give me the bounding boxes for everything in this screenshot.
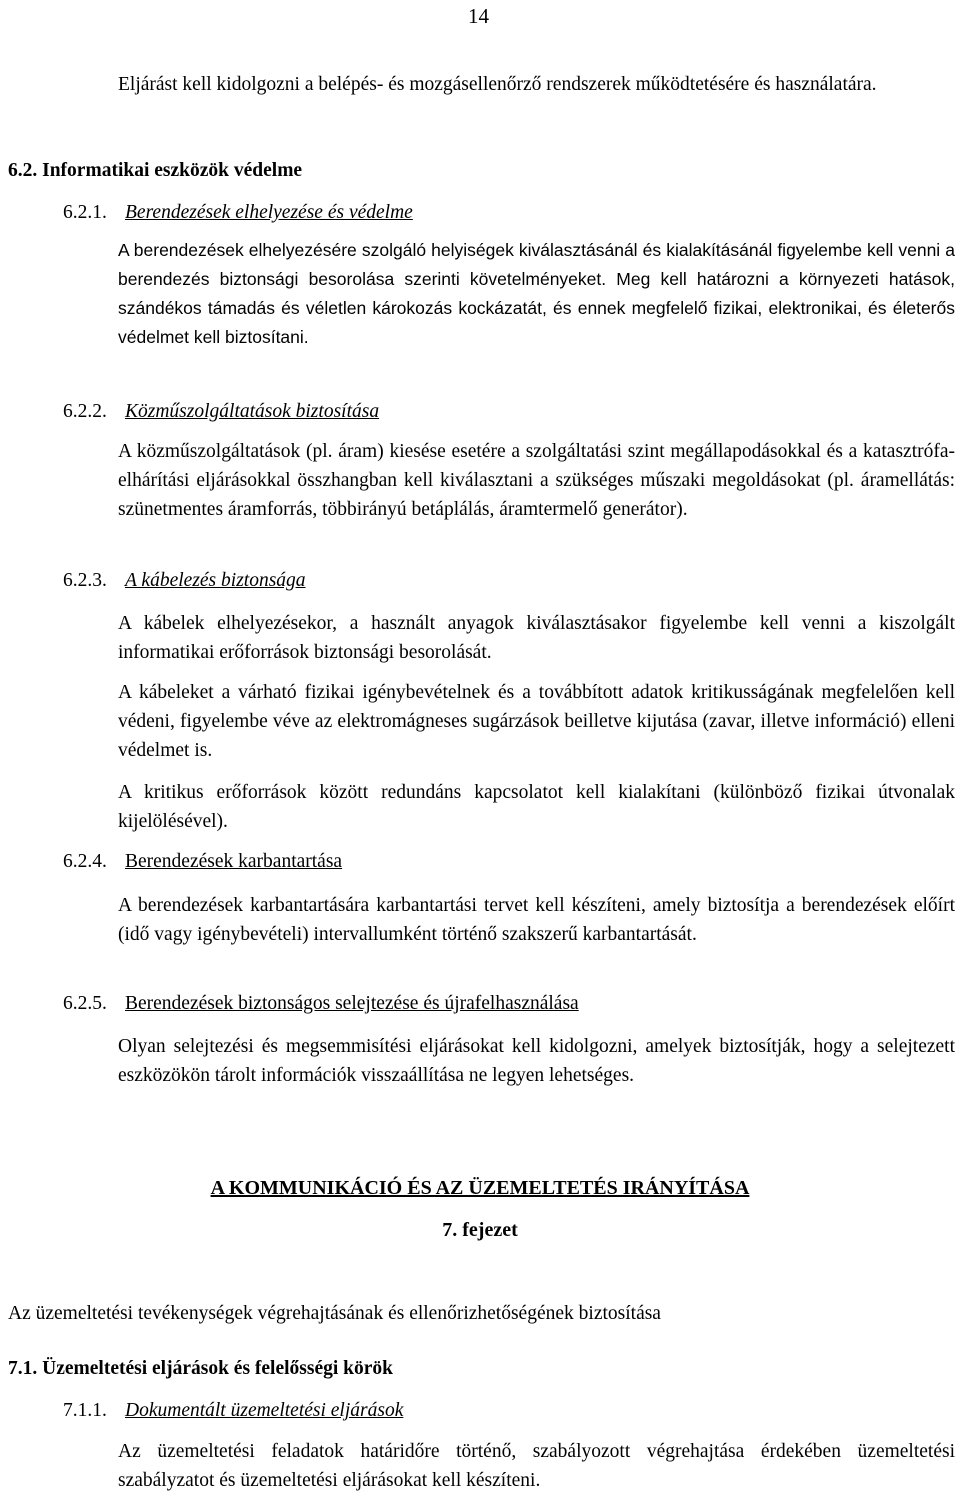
subsection-6-2-3-heading <box>63 566 943 595</box>
chapter-7-subtitle: Az üzemeltetési tevékenységek végrehajtásának és ellenőrizhetőségének biztosítása <box>8 1303 661 1324</box>
subsection-6-2-3-paragraph-2: A kábeleket a várható fizikai igénybevételnek és a továbbított adatok kritikusságának megfelelően kell védeni, figyelembe véve az elektromágneses sugárzások beilletve kijutása (zavar, illetve információ) elleni védelmet is. <box>118 682 955 761</box>
subsection-6-2-5-paragraph: Olyan selejtezési és megsemmisítési eljárásokat kell kidolgozni, amelyek biztosítják, hogy a selejtezett eszközökön tárolt információk visszaállítása ne legyen lehetséges. <box>118 1036 955 1086</box>
subsection-number: 6.2.2. <box>63 401 107 422</box>
intro-paragraph: Eljárást kell kidolgozni a belépés- és mozgásellenőrző rendszerek működtetésére és használatára. <box>118 74 877 95</box>
subsection-6-2-5-heading <box>63 989 943 1018</box>
subsection-number: 6.2.4. <box>63 851 107 872</box>
chapter-7-title: A KOMMUNIKÁCIÓ ÉS AZ ÜZEMELTETÉS IRÁNYÍTÁSA <box>210 1177 750 1199</box>
subsection-title: A kábelezés biztonsága <box>125 570 306 591</box>
subsection-6-2-2-heading <box>63 397 943 426</box>
subsection-6-2-4-paragraph: A berendezések karbantartására karbantartási tervet kell készíteni, amely biztosítja a berendezések előírt (idő vagy igénybevételi) intervallumként történő szakszerű karbantartását. <box>118 895 955 945</box>
subsection-6-2-1-paragraph: A berendezések elhelyezésére szolgáló helyiségek kiválasztásánál és kialakításánál figyelembe kell venni a berendezés biztonsági besorolása szerinti követelményeket. Meg kell határozni a környezeti hatások, szándékos támadás és véletlen károkozás kockázatát, és ennek megfelelő fizikai, elektronikai, és életerős védelmet kell biztosítani. <box>118 240 955 347</box>
section-6-2-heading: 6.2. Informatikai eszközök védelme <box>8 160 303 181</box>
subsection-6-2-2-paragraph: A közműszolgáltatások (pl. áram) kiesése esetére a szolgáltatási szint megállapodásokkal és a katasztrófa-elhárítási eljárásokkal összhangban kell kiválasztani a szükséges műszaki megoldásokat (pl. áramellátás: szünetmentes áramforrás, többirányú betáplálás, áramtermelő generátor). <box>118 441 955 520</box>
chapter-7-number: 7. fejezet <box>442 1219 518 1241</box>
subsection-number: 6.2.1. <box>63 202 107 223</box>
subsection-title: Dokumentált üzemeltetési eljárások <box>125 1400 404 1421</box>
subsection-title: Berendezések biztonságos selejtezése és újrafelhasználása <box>125 993 579 1014</box>
subsection-title: Berendezések elhelyezése és védelme <box>125 202 413 223</box>
subsection-number: 7.1.1. <box>63 1400 107 1421</box>
subsection-7-1-1-paragraph: Az üzemeltetési feladatok határidőre történő, szabályozott végrehajtása érdekében üzemeltetési szabályzatot és üzemeltetési eljárásokat kell készíteni. <box>118 1441 955 1491</box>
subsection-6-2-3-paragraph-3: A kritikus erőforrások között redundáns kapcsolatot kell kialakítani (különböző fizikai útvonalak kijelölésével). <box>118 782 955 832</box>
subsection-number: 6.2.3. <box>63 570 107 591</box>
section-7-1-heading: 7.1. Üzemeltetési eljárások és felelősségi körök <box>8 1358 394 1379</box>
subsection-6-2-1-heading <box>63 198 943 227</box>
subsection-6-2-3-paragraph-1: A kábelek elhelyezésekor, a használt anyagok kiválasztásakor figyelembe kell venni a kiszolgált informatikai erőforrások biztonsági besorolását. <box>118 613 955 663</box>
page-number: 14 <box>468 4 489 28</box>
subsection-title: Berendezések karbantartása <box>125 851 343 872</box>
subsection-7-1-1-heading <box>63 1396 943 1425</box>
subsection-title: Közműszolgáltatások biztosítása <box>125 401 380 422</box>
subsection-6-2-4-heading <box>63 847 943 876</box>
subsection-number: 6.2.5. <box>63 993 107 1014</box>
